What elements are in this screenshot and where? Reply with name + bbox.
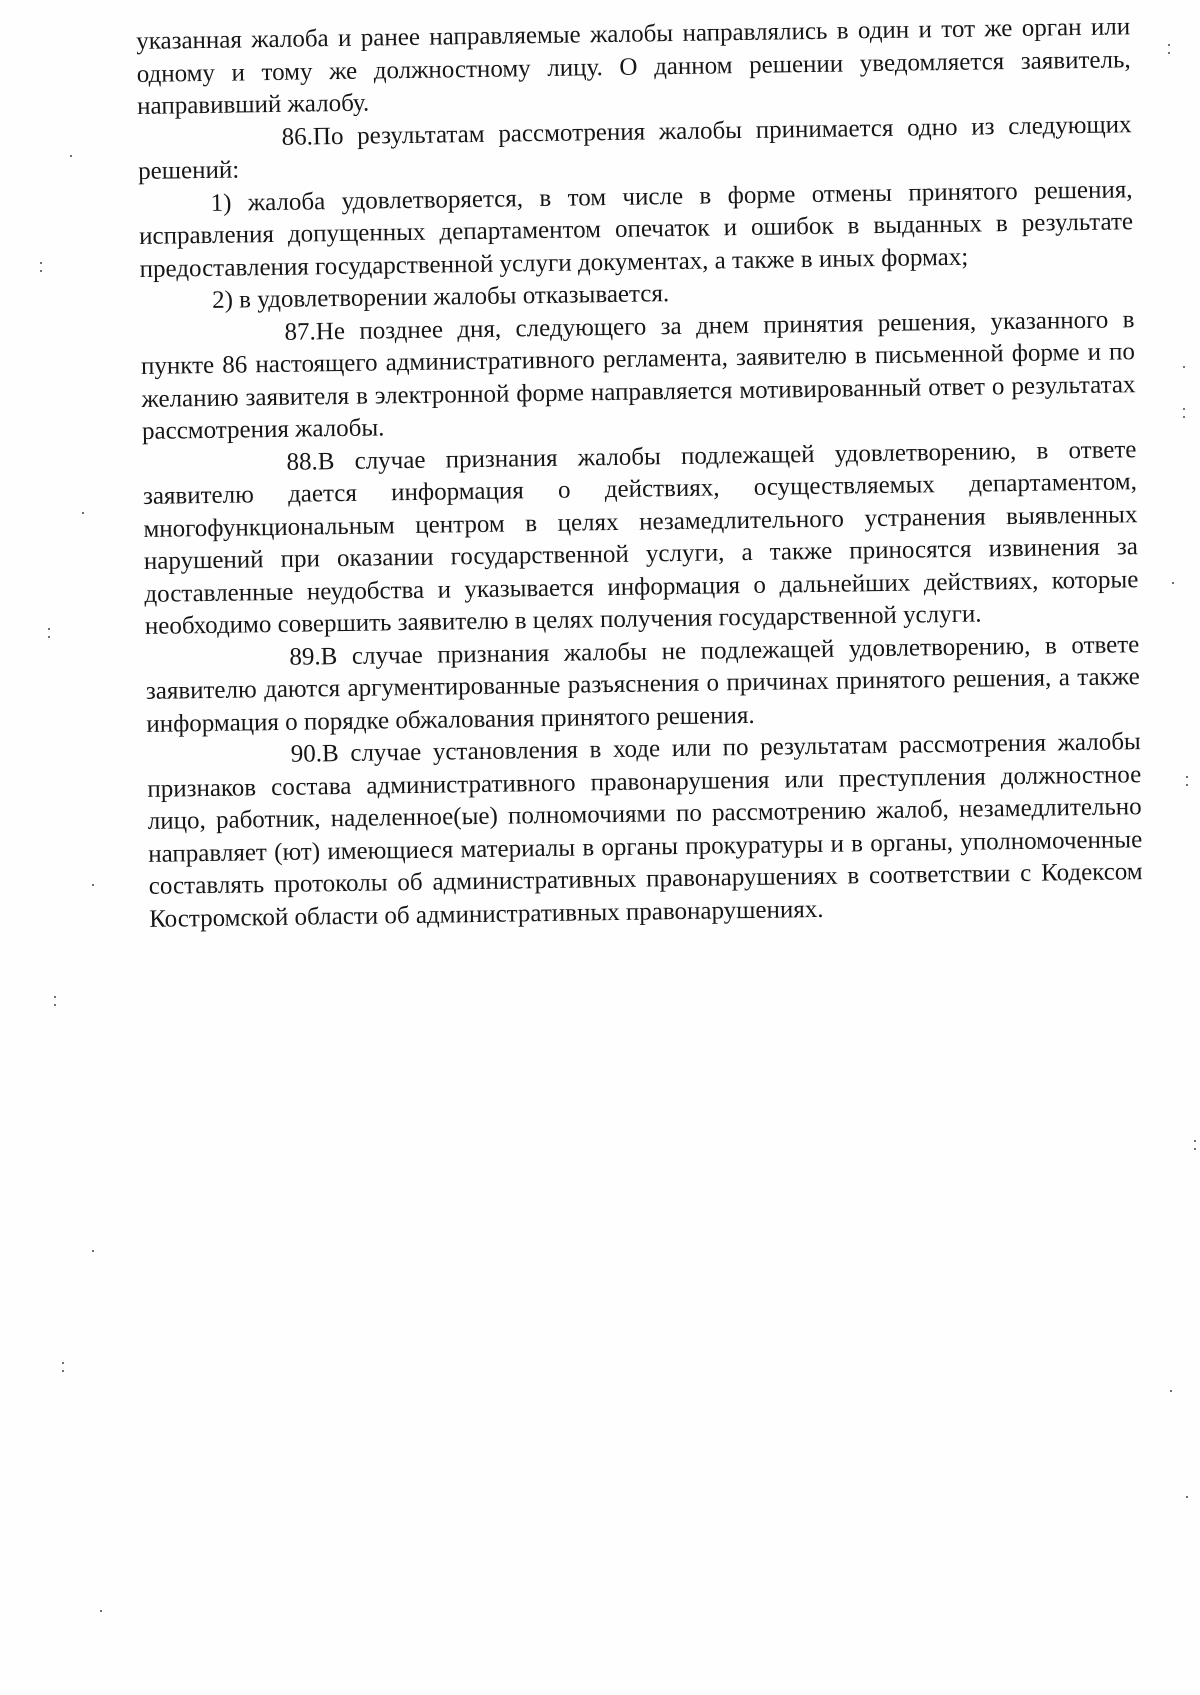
scan-speck	[40, 262, 42, 264]
paragraph-number: 87.	[284, 317, 317, 346]
scan-speck	[70, 155, 72, 157]
paragraph-87	[140, 304, 1136, 449]
scan-speck	[1186, 776, 1188, 778]
paragraph-continuation	[136, 11, 1131, 123]
scan-speck	[1194, 1148, 1196, 1150]
scan-speck	[1168, 52, 1170, 54]
scan-speck	[1183, 408, 1185, 410]
scan-speck	[1186, 784, 1188, 786]
scan-speck	[48, 636, 50, 638]
paragraph-text: В случае установления в ходе или по результатам рассмотрения жалобы признаков состава административного правонарушения или преступления должностное лицо, работник, наделенное(ые) полномочиями по рассмотрению жалоб, незамедлительно направляет (ют) имеющиеся материалы в органы прокуратуры и в органы, уполномоченные составлять протоколы об административных правонарушениях в соответствии с Кодексом Костромской области об административных правонарушениях.	[147, 728, 1143, 933]
scan-speck	[100, 1610, 102, 1612]
paragraph-text: 1) жалоба удовлетворяется, в том числе в форме отмены принятого решения, исправления допущенных департаментом опечаток и ошибок в выданных в результате предоставления государственной услуги документах, а также в иных формах;	[138, 175, 1134, 283]
paragraph-number: 89.	[289, 642, 321, 671]
scan-speck	[40, 270, 42, 272]
scan-speck	[1172, 582, 1174, 584]
scan-speck	[1183, 366, 1185, 368]
scan-speck	[92, 1250, 94, 1252]
scan-speck	[62, 1362, 64, 1364]
paragraph-text: В случае признания жалобы не подлежащей удовлетворению, в ответе заявителю даются аргументированные разъяснения о причинах принятого решения, а также информация о порядке обжалования принятого решения.	[145, 630, 1140, 738]
paragraph-text: Не позднее дня, следующего за днем принятия решения, указанного в пункте 86 настоящего административного регламента, заявителю в письменной форме и по желанию заявителя в электронной форме направляется мотивированный ответ о результатах рассмотрения жалобы.	[140, 305, 1136, 445]
scan-speck	[1183, 416, 1185, 418]
paragraph-text: По результатам рассмотрения жалобы принимается одно из следующих решений:	[137, 110, 1132, 185]
scan-speck	[62, 1370, 64, 1372]
scan-speck	[1194, 1140, 1196, 1142]
paragraph-text: В случае признания жалобы подлежащей удовлетворению, в ответе заявителю дается информация о действиях, осуществляемых департаментом, многофункциональным центром в целях незамедлительного устранения выявленных нарушений при оказании государственной услуги, а также приносятся извинения за доставленные неудобства и указывается информация о дальнейших действиях, которые необходимо совершить заявителю в целях получения государственной услуги.	[142, 435, 1139, 640]
scan-speck	[54, 996, 56, 998]
scan-speck	[1186, 1496, 1188, 1498]
paragraph-90	[147, 726, 1144, 936]
scan-speck	[1170, 1390, 1172, 1392]
paragraph-text: указанная жалоба и ранее направляемые жалобы направлялись в один и тот же орган или одному и тому же должностному лицу. О данном решении уведомляется заявитель, направивший жалобу.	[136, 13, 1131, 120]
document-body	[136, 11, 1143, 936]
paragraph-89	[145, 629, 1140, 741]
paragraph-text: 2) в удовлетворении жалобы отказывается.	[211, 280, 670, 314]
paragraph-number: 86.	[281, 122, 314, 151]
scan-speck	[1168, 44, 1170, 46]
paragraph-86-item-1	[138, 174, 1133, 286]
paragraph-number: 88.	[286, 447, 318, 476]
paragraph-number: 90.	[290, 740, 323, 768]
scan-speck	[82, 512, 84, 514]
scan-speck	[92, 884, 94, 886]
scan-speck	[48, 628, 50, 630]
paragraph-88	[142, 434, 1139, 644]
scan-speck	[54, 1004, 56, 1006]
